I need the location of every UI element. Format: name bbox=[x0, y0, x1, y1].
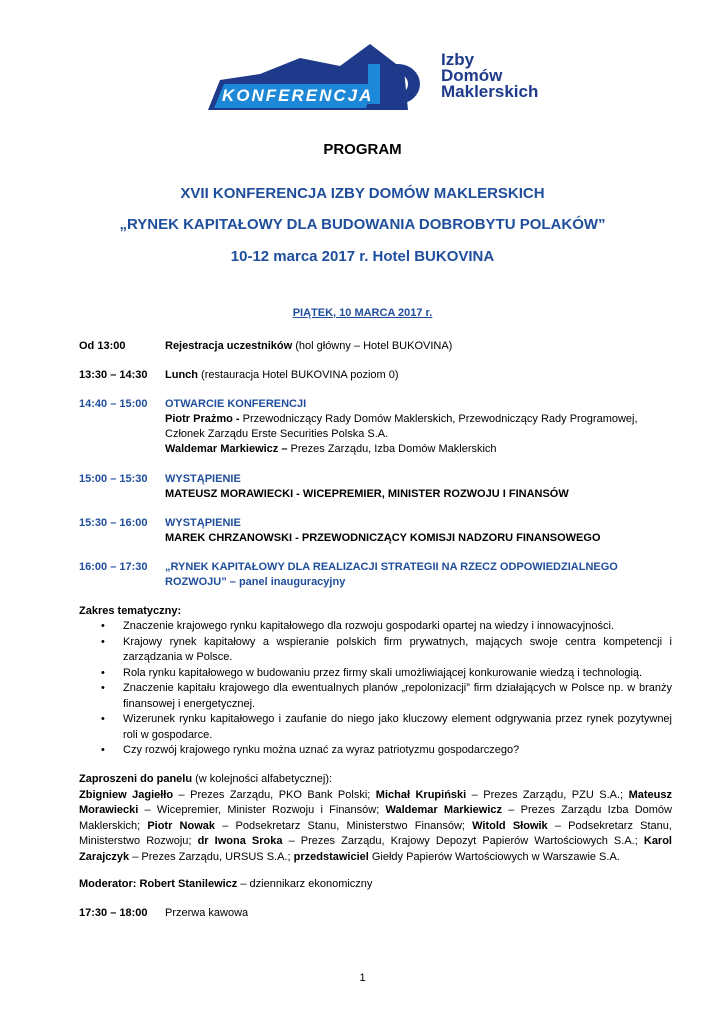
schedule-row bbox=[79, 368, 679, 383]
panelist-role: – Prezes Zarządu Izba Domów Maklerskich; bbox=[79, 804, 672, 832]
panelist-role: – Podsekretarz Stanu, Ministerstwo Rozwoju; bbox=[79, 819, 672, 847]
panelist-name: Witold Słowik bbox=[472, 819, 548, 832]
schedule-row bbox=[79, 339, 679, 354]
speaker-role: Przewodniczący Rady Domów Maklerskich, Przewodniczący Rady Programowej, Członek Zarządu Erste Securities Polska S.A. bbox=[165, 413, 638, 440]
schedule-row bbox=[79, 516, 679, 546]
schedule-title: Rejestracja uczestników bbox=[165, 340, 293, 352]
list-item: • Czy rozwój krajowego rynku można uznać za wyraz patriotyzmu gospodarczego? bbox=[79, 743, 672, 759]
panelist-role: – Prezes Zarządu, Krajowy Depozyt Papierów Wartościowych S.A.; bbox=[282, 835, 644, 847]
list-item: • Krajowy rynek kapitałowy a wspieranie polskich firm prywatnych, mających swoje centra kompetencji i zarządzania w Polsce. bbox=[79, 635, 672, 666]
list-item: • Znaczenie krajowego rynku kapitałowego dla rozwoju gospodarki opartej na wiedzy i innowacyjności. bbox=[79, 619, 672, 635]
panelist-name: dr Iwona Sroka bbox=[197, 835, 283, 847]
panelist-name: przedstawiciel bbox=[293, 850, 369, 863]
logo-word: Izby bbox=[441, 50, 475, 69]
logo-word: Maklerskich bbox=[441, 82, 539, 101]
panelist-name: Mateusz Morawiecki bbox=[79, 788, 672, 816]
panelist-name: Piotr Nowak bbox=[147, 819, 216, 832]
schedule-time: 15:00 – 15:30 bbox=[79, 473, 148, 485]
moderator-role: – dziennikarz ekonomiczny bbox=[237, 878, 373, 890]
speaker-line: MAREK CHRZANOWSKI - PRZEWODNICZĄCY KOMISJI NADZORU FINANSOWEGO bbox=[165, 532, 601, 544]
schedule-row bbox=[79, 906, 679, 921]
panel-section bbox=[79, 772, 672, 865]
panel-heading: Zaproszeni do panelu bbox=[79, 773, 193, 785]
schedule-row bbox=[79, 472, 679, 502]
panelist-role: – Podsekretarz Stanu, Ministerstwo Finansów; bbox=[215, 819, 473, 832]
schedule-detail: (hol główny – Hotel BUKOVINA) bbox=[292, 340, 453, 352]
program-heading: PROGRAM bbox=[323, 141, 402, 158]
schedule-title: „RYNEK KAPITAŁOWY DLA REALIZACJI STRATEGII NA RZECZ ODPOWIEDZIALNEGO ROZWOJU” – panel inauguracyjny bbox=[165, 561, 618, 588]
speaker-name: Waldemar Markiewicz – bbox=[165, 443, 288, 455]
logo-wordmark bbox=[441, 52, 538, 100]
logo-konferencja-text: KONFERENCJA bbox=[222, 86, 374, 105]
schedule-time: 14:40 – 15:00 bbox=[79, 398, 148, 410]
schedule-time: 15:30 – 16:00 bbox=[79, 517, 148, 529]
panel-list bbox=[79, 788, 672, 866]
conference-date-venue: 10-12 marca 2017 r. Hotel BUKOVINA bbox=[230, 248, 495, 265]
panelist-name: Zbigniew Jagiełło bbox=[79, 788, 174, 801]
speaker-role: Prezes Zarządu, Izba Domów Maklerskich bbox=[287, 443, 497, 455]
list-item: • Wizerunek rynku kapitałowego i zaufanie do niego jako kluczowy element odgrywania przez rynek pozytywnej roli w gospodarce. bbox=[79, 712, 672, 743]
conference-theme: „RYNEK KAPITAŁOWY DLA BUDOWANIA DOBROBYTU POLAKÓW” bbox=[119, 216, 606, 233]
speaker-name: Piotr Prażmo - bbox=[165, 413, 240, 425]
panelist-role: – Wicepremier, Minister Rozwoju i Finansów; bbox=[138, 804, 386, 816]
panelist-role: – Prezes Zarządu, PKO Bank Polski; bbox=[173, 788, 376, 801]
list-item: • Rola rynku kapitałowego w budowaniu przez firmy skali umożliwiającej konkurowanie wiedzą i technologią. bbox=[79, 666, 672, 682]
schedule-time: 16:00 – 17:30 bbox=[79, 561, 148, 573]
moderator-line bbox=[79, 877, 672, 893]
panelist-name: Waldemar Markiewicz bbox=[385, 804, 503, 816]
panelist-name: Karol Zarajczyk bbox=[79, 835, 672, 863]
moderator-name: Moderator: Robert Stanilewicz bbox=[79, 878, 238, 890]
panelist-role: – Prezes Zarządu, PZU S.A.; bbox=[466, 788, 629, 801]
page-number: 1 bbox=[359, 972, 366, 984]
panelist-role: Giełdy Papierów Wartościowych w Warszawie S.A. bbox=[368, 850, 620, 863]
panelist-role: – Prezes Zarządu, URSUS S.A.; bbox=[129, 850, 294, 863]
schedule-time: 17:30 – 18:00 bbox=[79, 907, 148, 919]
schedule-title: OTWARCIE KONFERENCJI bbox=[165, 398, 307, 410]
topics-list bbox=[79, 619, 672, 759]
schedule-detail: (restauracja Hotel BUKOVINA poziom 0) bbox=[198, 369, 399, 381]
list-item: • Znaczenie kapitału krajowego dla ewentualnych planów „repolonizacji” firm działających w Polsce np. w branży finansowej i energetycznej. bbox=[79, 681, 672, 712]
conference-title: XVII KONFERENCJA IZBY DOMÓW MAKLERSKICH bbox=[180, 185, 545, 202]
schedule-time: Od 13:00 bbox=[79, 340, 126, 352]
schedule-title: WYSTĄPIENIE bbox=[165, 517, 241, 529]
logo-word: Domów bbox=[441, 66, 503, 85]
schedule-row bbox=[79, 560, 679, 590]
schedule-time: 13:30 – 14:30 bbox=[79, 369, 148, 381]
topics-heading: Zakres tematyczny: bbox=[79, 605, 182, 617]
panelist-name: Michał Krupiński bbox=[375, 788, 467, 801]
schedule-row bbox=[79, 397, 679, 457]
schedule-title: WYSTĄPIENIE bbox=[165, 473, 241, 485]
schedule-title: Lunch bbox=[165, 369, 198, 381]
day-heading: PIĄTEK, 10 MARCA 2017 r. bbox=[292, 307, 433, 319]
schedule-title: Przerwa kawowa bbox=[165, 907, 249, 919]
speaker-line: MATEUSZ MORAWIECKI - WICEPREMIER, MINISTER ROZWOJU I FINANSÓW bbox=[165, 488, 569, 500]
panel-heading-note: (w kolejności alfabetycznej): bbox=[192, 773, 333, 785]
